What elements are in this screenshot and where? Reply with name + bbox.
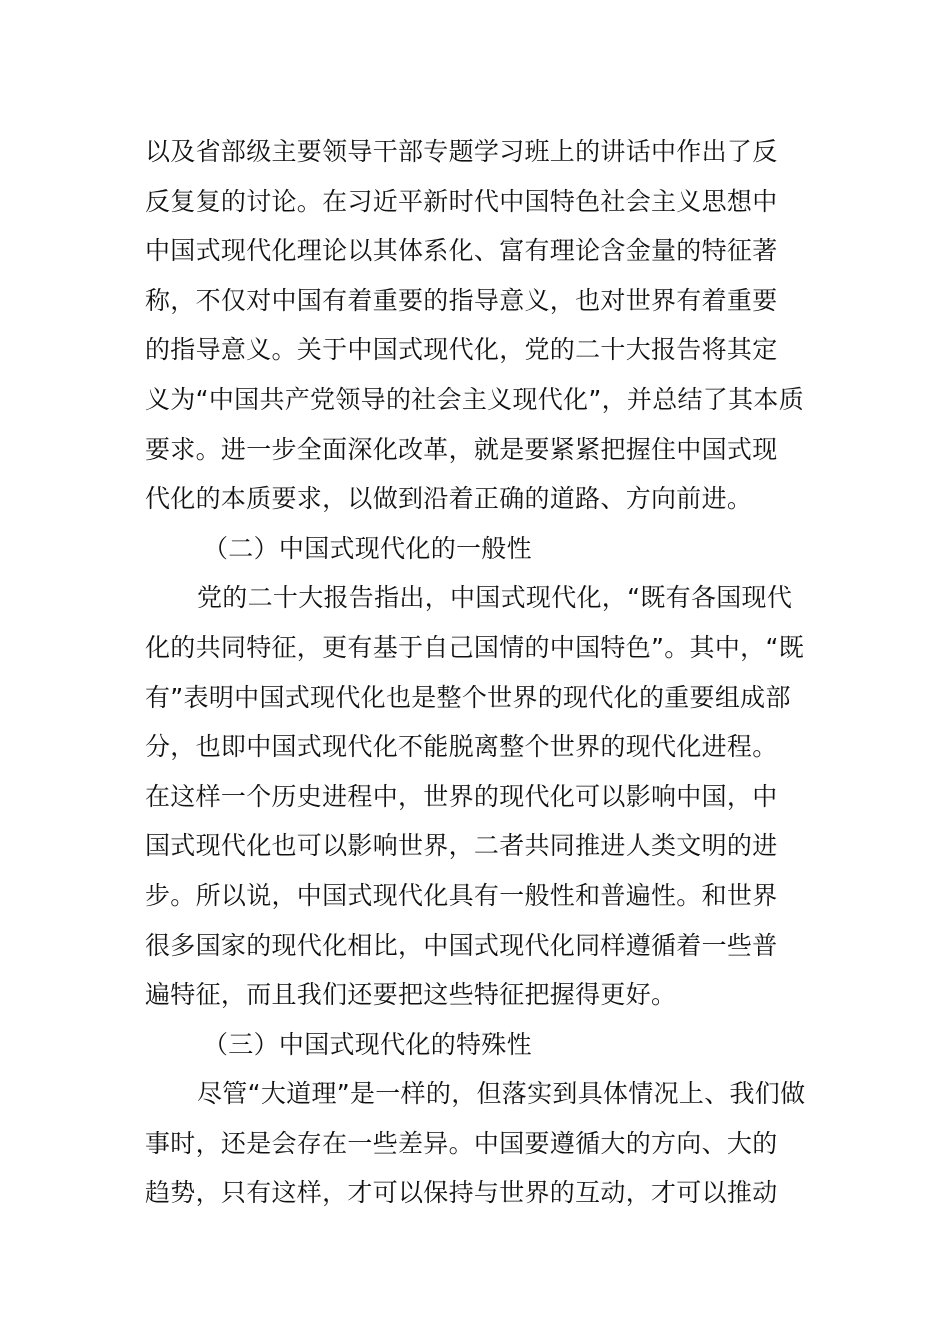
text-line: 代化的本质要求，以做到沿着正确的道路、方向前进。 bbox=[145, 484, 753, 514]
text-line: 中国式现代化理论以其体系化、富有理论含金量的特征著 bbox=[145, 236, 778, 266]
paragraph-special bbox=[145, 1069, 810, 1218]
text-line: 步。所以说，中国式现代化具有一般性和普遍性。和世界 bbox=[145, 880, 778, 910]
text-line: 党的二十大报告指出，中国式现代化，“既有各国现代 bbox=[197, 583, 793, 613]
text-line: 化的共同特征，更有基于自己国情的中国特色”。其中，“既 bbox=[145, 632, 805, 662]
text-line: 事时，还是会存在一些差异。中国要遵循大的方向、大的 bbox=[145, 1128, 778, 1158]
text-line: 尽管“大道理”是一样的，但落实到具体情况上、我们做 bbox=[197, 1079, 806, 1109]
text-line: 有”表明中国式现代化也是整个世界的现代化的重要组成部 bbox=[145, 682, 791, 712]
text-line: 国式现代化也可以影响世界，二者共同推进人类文明的进 bbox=[145, 831, 778, 861]
text-line: 很多国家的现代化相比，中国式现代化同样遵循着一些普 bbox=[145, 930, 778, 960]
section-heading-general: （二）中国式现代化的一般性 bbox=[203, 533, 532, 563]
text-line: 称，不仅对中国有着重要的指导意义，也对世界有着重要 bbox=[145, 285, 778, 315]
text-line: 在这样一个历史进程中，世界的现代化可以影响中国，中 bbox=[145, 781, 778, 811]
document-body bbox=[145, 127, 810, 1218]
text-line: 遍特征，而且我们还要把这些特征把握得更好。 bbox=[145, 980, 677, 1010]
paragraph-general bbox=[145, 573, 810, 1019]
text-line: 义为“中国共产党领导的社会主义现代化”，并总结了其本质 bbox=[145, 384, 805, 414]
text-line: 要求。进一步全面深化改革，就是要紧紧把握住中国式现 bbox=[145, 434, 778, 464]
section-heading-special: （三）中国式现代化的特殊性 bbox=[203, 1029, 532, 1059]
paragraph-continued bbox=[145, 127, 810, 524]
text-line: 的指导意义。关于中国式现代化，党的二十大报告将其定 bbox=[145, 335, 778, 365]
text-line: 趋势，只有这样，才可以保持与世界的互动，才可以推动 bbox=[145, 1178, 778, 1208]
text-line: 分，也即中国式现代化不能脱离整个世界的现代化进程。 bbox=[145, 732, 778, 762]
text-line: 以及省部级主要领导干部专题学习班上的讲话中作出了反 bbox=[145, 137, 778, 166]
text-line: 反复复的讨论。在习近平新时代中国特色社会主义思想中 bbox=[145, 186, 778, 216]
